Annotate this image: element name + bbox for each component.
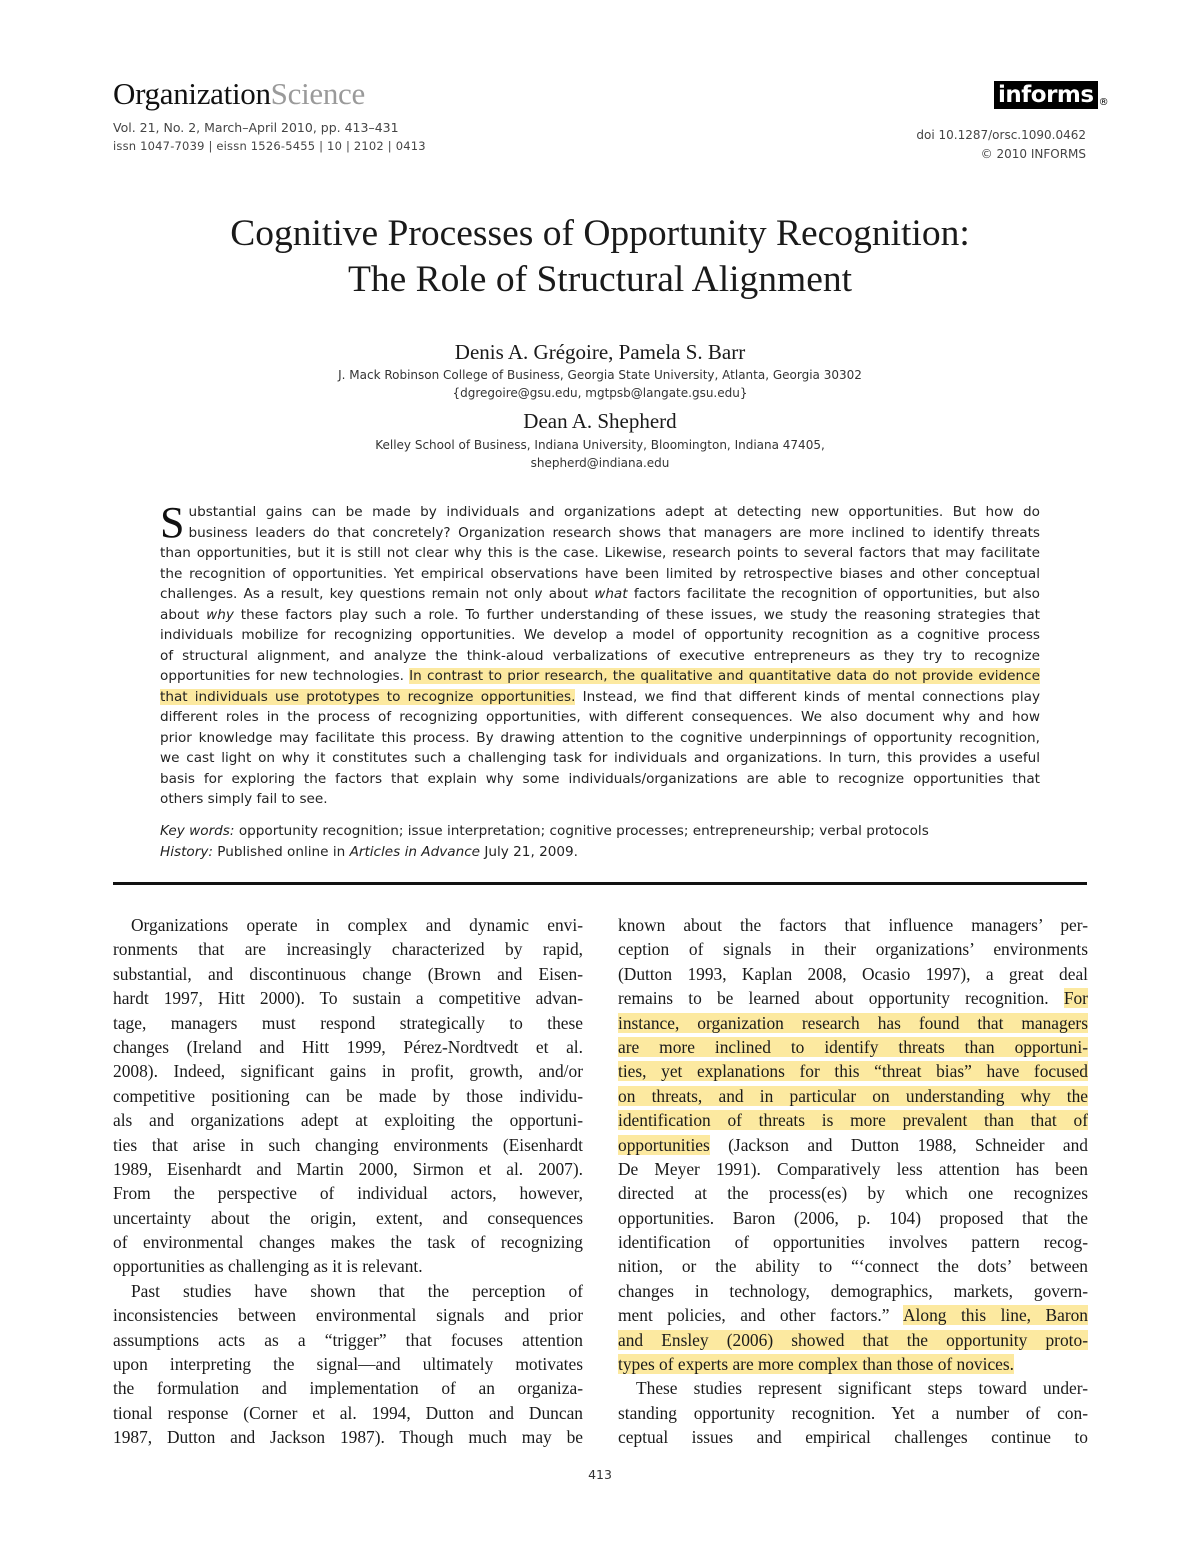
body-text: (Jackson and Dutton 1988, Schneider and [728, 1134, 1088, 1155]
abstract-text: about [160, 606, 200, 623]
author-names-1: Denis A. Grégoire, Pamela S. Barr [454, 340, 746, 364]
body-line: changes (Ireland and Hitt 1999, Pérez-Nordtvedt et al. [113, 1036, 583, 1057]
body-line [618, 1108, 1088, 1132]
body-line [618, 1133, 1088, 1157]
registered-mark: ® [1098, 97, 1109, 108]
abstract-line [160, 687, 1040, 708]
body-line: ronments that are increasingly characterized by rapid, [113, 939, 583, 960]
body-text: remains to be learned about opportunity recognition. [618, 988, 1049, 1009]
abstract-text: Instead, we find that different kinds of mental connections play [582, 688, 1040, 705]
abstract-line: individuals mobilize for recognizing opportunities. We develop a model of opportunity recognition as a cognitive process [160, 627, 1040, 643]
body-line: 2008). Indeed, significant gains in profit, growth, and/or [113, 1061, 583, 1082]
keywords-text: opportunity recognition; issue interpretation; cognitive processes; entrepreneurship; verbal protocols [238, 823, 929, 839]
highlighted-text: and Ensley (2006) showed that the opportunity proto- [618, 1329, 1088, 1350]
abstract-line: different roles in the process of recognizing opportunities, with different consequences. We also document why and how [160, 709, 1040, 725]
abstract-line: business leaders do that concretely? Organization research shows that managers are more inclined to identify threats [188, 524, 1040, 541]
affiliation-2: Kelley School of Business, Indiana University, Bloomington, Indiana 47405, [375, 438, 825, 452]
body-line: De Meyer 1991). Comparatively less attention has been [618, 1158, 1088, 1179]
body-line: (Dutton 1993, Kaplan 2008, Ocasio 1997), a great deal [618, 963, 1088, 984]
highlighted-text: on threats, and in particular on understanding why the [618, 1085, 1088, 1106]
body-line: ceptual issues and empirical challenges continue to [618, 1427, 1088, 1448]
body-line [618, 1011, 1088, 1035]
journal-name-part2: Science [270, 76, 365, 111]
history-label: History: [160, 844, 213, 860]
body-line: competitive positioning can be made by those individu- [113, 1085, 583, 1106]
body-line [618, 1084, 1088, 1108]
issn-line: issn 1047-7039 | eissn 1526-5455 | 10 | 2102 | 0413 [113, 139, 426, 153]
abstract-line: than opportunities, but it is still not clear why this is the case. Likewise, research points to several factors that may facilitate [160, 545, 1040, 561]
abstract-line [160, 605, 1040, 626]
journal-name-part1: Organization [113, 76, 271, 111]
body-line: tage, managers must respond strategically to these [113, 1012, 583, 1033]
paper-title-line-2: The Role of Structural Alignment [347, 259, 853, 300]
section-divider [113, 882, 1087, 885]
body-line: inconsistencies between environmental signals and prior [113, 1305, 583, 1326]
body-line [618, 986, 1088, 1010]
highlighted-text: are more inclined to identify threats than opportuni- [618, 1036, 1088, 1057]
body-line: identification of opportunities involves pattern recog- [618, 1232, 1088, 1253]
body-line: Past studies have shown that the perception of [131, 1280, 583, 1301]
body-line: substantial, and discontinuous change (Brown and Eisen- [113, 963, 583, 984]
logo-text: informs [994, 81, 1098, 109]
abstract-emphasis: what [594, 586, 628, 602]
body-line: opportunities. Baron (2006, p. 104) proposed that the [618, 1207, 1088, 1228]
history-date: July 21, 2009. [484, 844, 578, 860]
highlighted-text: opportunities [618, 1134, 710, 1155]
body-column-right [618, 913, 1088, 1450]
doi-line: doi 10.1287/orsc.1090.0462 [916, 128, 1086, 142]
abstract-line: others simply fail to see. [160, 791, 328, 807]
abstract-emphasis: why [206, 606, 234, 623]
body-line: From the perspective of individual actors, however, [113, 1183, 583, 1204]
abstract-line [160, 584, 1040, 605]
body-line: ties that arise in such changing environments (Eisenhardt [113, 1134, 583, 1155]
abstract-text: challenges. As a result, key questions remain not only about [160, 586, 588, 602]
body-line: upon interpreting the signal—and ultimately motivates [113, 1354, 583, 1375]
body-line: of environmental changes makes the task of recognizing [113, 1232, 583, 1253]
emails-2: shepherd@indiana.edu [530, 456, 670, 470]
body-line [618, 1035, 1088, 1059]
highlighted-text: For [1063, 988, 1088, 1009]
abstract-line: ubstantial gains can be made by individuals and organizations adept at detecting new opportunities. But how do [188, 504, 1040, 520]
body-line: uncertainty about the origin, extent, and consequences [113, 1207, 583, 1228]
paper-title-line-1: Cognitive Processes of Opportunity Recognition: [230, 213, 970, 254]
abstract-line: we cast light on why it constitutes such a challenging task for individuals and organizations. In turn, this provides a useful [160, 750, 1040, 766]
abstract [160, 498, 1040, 810]
abstract-line: basis for exploring the factors that explain why some individuals/organizations are able to recognize opportunities that [160, 770, 1040, 787]
highlighted-text: that individuals use prototypes to recognize opportunities. [160, 688, 576, 705]
highlighted-text: types of experts are more complex than those of novices. [618, 1354, 1014, 1375]
body-line: tional response (Corner et al. 1994, Dutton and Duncan [113, 1402, 583, 1423]
abstract-line [160, 666, 1040, 687]
highlighted-text: identification of threats is more prevalent than that of [618, 1110, 1088, 1131]
body-line: 1987, Dutton and Jackson 1987). Though much may be [113, 1427, 583, 1448]
body-line: known about the factors that influence managers’ per- [618, 915, 1088, 935]
history-venue: Articles in Advance [349, 844, 481, 860]
abstract-text: opportunities for new technologies. [160, 668, 404, 684]
history [160, 843, 578, 861]
body-line: These studies represent significant steps toward under- [636, 1378, 1088, 1399]
body-line: standing opportunity recognition. Yet a number of con- [618, 1402, 1088, 1423]
abstract-text: factors facilitate the recognition of opportunities, but also [633, 586, 1040, 602]
body-line: hardt 1997, Hitt 2000). To sustain a competitive advan- [113, 988, 583, 1009]
keywords [160, 822, 929, 840]
body-column-left [113, 913, 583, 1450]
affiliation-1: J. Mack Robinson College of Business, Georgia State University, Atlanta, Georgia 30302 [338, 368, 862, 382]
informs-logo [994, 81, 1109, 109]
body-line: Organizations operate in complex and dynamic envi- [131, 915, 583, 935]
abstract-dropcap: S [160, 498, 185, 547]
page-number: 413 [588, 1467, 612, 1482]
volume-line: Vol. 21, No. 2, March–April 2010, pp. 413–431 [113, 120, 399, 135]
journal-name [113, 76, 365, 112]
body-text: ment policies, and other factors.” [618, 1305, 890, 1326]
emails-1: {dgregoire@gsu.edu, mgtpsb@langate.gsu.edu} [452, 386, 748, 400]
keywords-label: Key words: [160, 823, 235, 839]
highlighted-text: instance, organization research has found that managers [618, 1012, 1088, 1033]
body-line [618, 1059, 1088, 1083]
body-line [618, 1352, 1088, 1376]
abstract-line: prior knowledge may facilitate this process. By drawing attention to the cognitive underpinnings of opportunity recognition, [160, 729, 1040, 746]
body-line: changes in technology, demographics, markets, govern- [618, 1280, 1088, 1301]
body-line: nition, or the ability to “‘connect the dots’ between [618, 1256, 1088, 1277]
history-text: Published online in [217, 844, 346, 860]
body-line: 1989, Eisenhardt and Martin 2000, Sirmon et al. 2007). [113, 1158, 583, 1179]
author-names-2: Dean A. Shepherd [523, 409, 677, 433]
abstract-text: these factors play such a role. To further understanding of these issues, we study the reasoning strategies that [240, 606, 1040, 623]
abstract-line: the recognition of opportunities. Yet empirical observations have been limited by retrospective biases and other conceptual [160, 565, 1040, 582]
copyright-line: © 2010 INFORMS [980, 147, 1086, 161]
body-line [618, 1328, 1088, 1352]
highlighted-text: In contrast to prior research, the qualitative and quantitative data do not provide evidence [409, 668, 1040, 684]
body-line: the formulation and implementation of an organiza- [113, 1378, 583, 1399]
highlighted-text: Along this line, Baron [902, 1305, 1088, 1326]
body-line: opportunities as challenging as it is relevant. [113, 1256, 423, 1277]
body-line: directed at the process(es) by which one recognizes [618, 1183, 1088, 1204]
highlighted-text: ties, yet explanations for this “threat bias” have focused [618, 1061, 1088, 1082]
body-line: ception of signals in their organizations’ environments [618, 939, 1088, 960]
abstract-line: of structural alignment, and analyze the think-aloud verbalizations of executive entrepreneurs as they try to recognize [160, 647, 1040, 664]
body-line [618, 1303, 1088, 1327]
body-line: als and organizations adept at exploiting the opportuni- [113, 1110, 583, 1131]
body-line: assumptions acts as a “trigger” that focuses attention [113, 1329, 583, 1350]
